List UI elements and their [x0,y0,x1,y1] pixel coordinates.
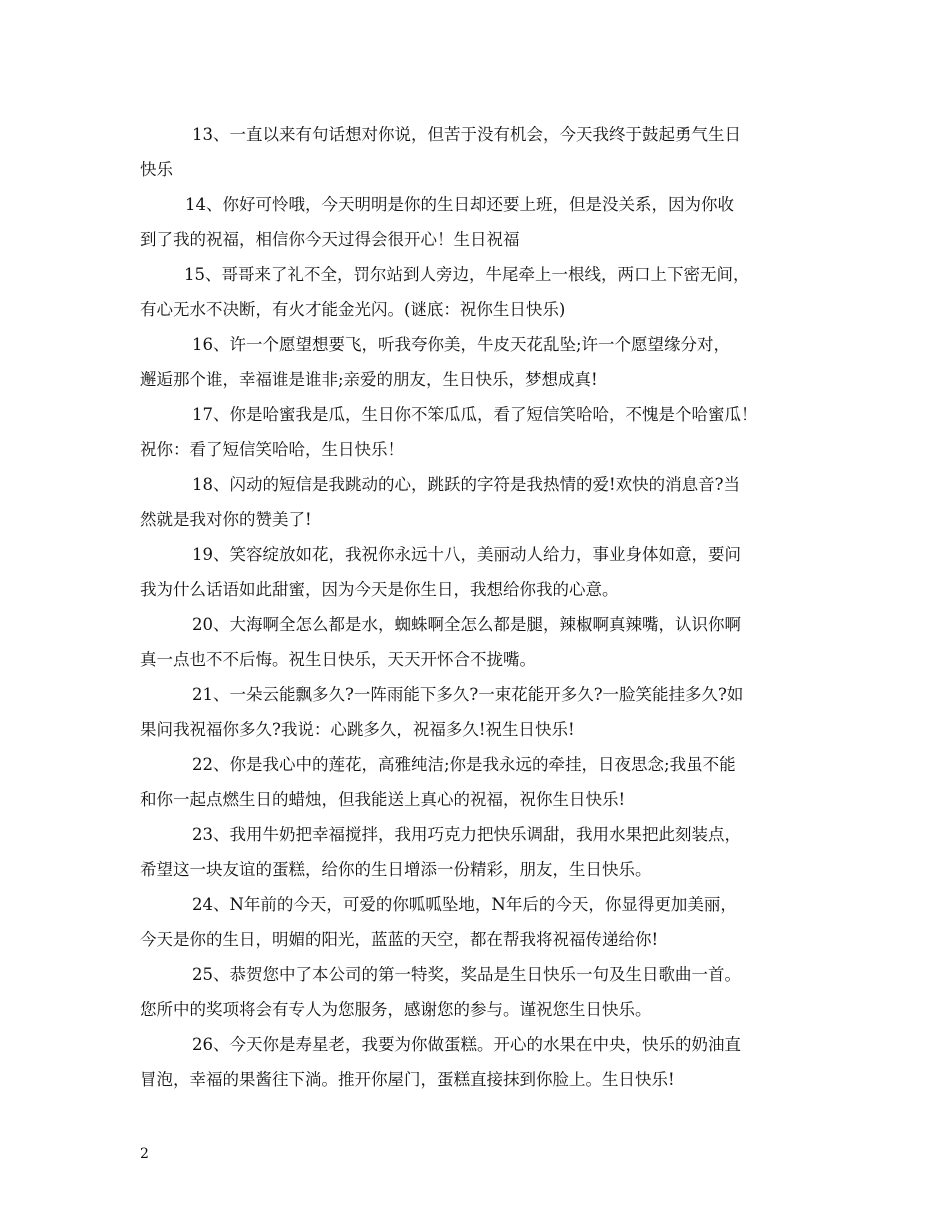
paragraph-21 [140,677,816,747]
paragraph-line: 冒泡，幸福的果酱往下淌。推开你屋门，蛋糕直接抹到你脸上。生日快乐! [140,1070,675,1089]
paragraph-line: 到了我的祝福，相信你今天过得会很开心！生日祝福 [140,230,520,249]
paragraph-line: 邂逅那个谁，幸福谁是谁非;亲爱的朋友，生日快乐，梦想成真! [140,370,598,389]
paragraph-15 [140,257,816,327]
paragraph-line: 今天是你的生日，明媚的阳光，蓝蓝的天空，都在帮我将祝福传递给你! [140,930,659,949]
paragraph-line: 20、大海啊全怎么都是水，蜘蛛啊全怎么都是腿，辣椒啊真辣嘴，认识你啊 [192,615,741,634]
paragraph-line: 快乐 [140,160,173,179]
paragraph-19 [140,537,816,607]
paragraph-line: 16、许一个愿望想要飞，听我夸你美，牛皮天花乱坠;许一个愿望缘分对， [192,335,731,354]
paragraph-24 [140,887,816,957]
paragraph-line: 14、你好可怜哦，今天明明是你的生日却还要上班，但是没关系，因为你收 [185,195,734,214]
paragraph-line: 21、一朵云能飘多久?一阵雨能下多久?一束花能开多久?一脸笑能挂多久?如 [192,685,744,704]
paragraph-line: 13、一直以来有句话想对你说，但苦于没有机会，今天我终于鼓起勇气生日 [192,125,741,144]
paragraph-20 [140,607,816,677]
paragraph-25 [140,957,816,1027]
paragraph-17 [140,397,816,467]
paragraph-line: 22、你是我心中的莲花，高雅纯洁;你是我永远的牵挂，日夜思念;我虽不能 [192,755,736,774]
paragraph-line: 23、我用牛奶把幸福搅拌，我用巧克力把快乐调甜，我用水果把此刻装点， [192,825,741,844]
paragraph-line: 19、笑容绽放如花，我祝你永远十八，美丽动人给力，事业身体如意，要问 [192,545,741,564]
paragraph-line: 真一点也不不后悔。祝生日快乐，天天开怀合不拢嘴。 [140,650,536,669]
paragraph-26 [140,1027,816,1097]
page-number: 2 [140,1146,149,1162]
paragraph-line: 希望这一块友谊的蛋糕，给你的生日增添一份精彩，朋友，生日快乐。 [140,860,652,879]
body-text [140,117,816,1097]
paragraph-line: 17、你是哈蜜我是瓜，生日你不笨瓜瓜，看了短信笑哈哈，不愧是个哈蜜瓜！ [192,405,758,424]
paragraph-line: 有心无水不决断，有火才能金光闪。(谜底：祝你生日快乐) [140,300,566,319]
paragraph-23 [140,817,816,887]
paragraph-18 [140,467,816,537]
paragraph-13 [140,117,816,187]
paragraph-line: 24、N年前的今天，可爱的你呱呱坠地，N年后的今天，你显得更加美丽， [192,895,737,914]
paragraph-14 [140,187,816,257]
paragraph-line: 18、闪动的短信是我跳动的心，跳跃的字符是我热情的爱!欢快的消息音?当 [192,475,740,494]
paragraph-16 [140,327,816,397]
paragraph-line: 果问我祝福你多久?我说：心跳多久，祝福多久!祝生日快乐! [140,720,575,739]
paragraph-line: 25、恭贺您中了本公司的第一特奖，奖品是生日快乐一句及生日歌曲一首。 [192,965,741,984]
paragraph-line: 祝你：看了短信笑哈哈，生日快乐！ [140,440,404,459]
paragraph-line: 然就是我对你的赞美了! [140,510,312,529]
paragraph-line: 您所中的奖项将会有专人为您服务，感谢您的参与。谨祝您生日快乐。 [140,1000,652,1019]
paragraph-line: 我为什么话语如此甜蜜，因为今天是你生日，我想给你我的心意。 [140,580,619,599]
paragraph-line: 和你一起点燃生日的蜡烛，但我能送上真心的祝福，祝你生日快乐! [140,790,626,809]
paragraph-line: 15、哥哥来了礼不全，罚尔站到人旁边，牛尾牵上一根线，两口上下密无间， [184,265,750,284]
paragraph-line: 26、今天你是寿星老，我要为你做蛋糕。开心的水果在中央，快乐的奶油直 [192,1035,741,1054]
paragraph-22 [140,747,816,817]
